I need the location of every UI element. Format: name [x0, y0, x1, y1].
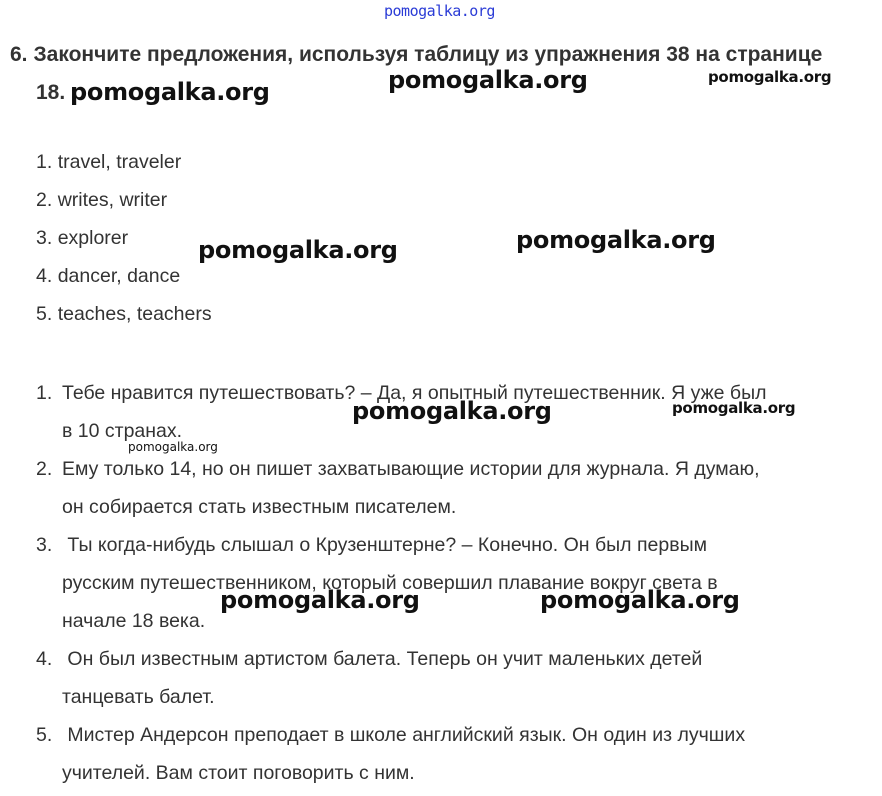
item-number: 2.	[36, 458, 53, 480]
watermark: pomogalka.org	[70, 78, 270, 106]
watermark: pomogalka.org	[516, 226, 716, 254]
item-line2: танцевать балет.	[62, 686, 215, 708]
exercise-number: 6.	[10, 43, 28, 66]
list-item	[36, 716, 866, 792]
list-item	[36, 186, 212, 224]
item-number: 4.	[36, 265, 53, 287]
item-line2: в 10 странах.	[62, 420, 183, 442]
item-line2: он собирается стать известным писателем.	[62, 496, 457, 518]
item-number: 1.	[36, 382, 53, 404]
watermark: pomogalka.org	[672, 399, 796, 417]
item-line1: Мистер Андерсон преподает в школе английский язык. Он один из лучших	[62, 724, 746, 746]
answers-list	[36, 148, 212, 338]
list-item	[36, 526, 866, 640]
list-item	[36, 224, 212, 262]
watermark: pomogalka.org	[128, 440, 218, 454]
list-item	[36, 450, 866, 526]
item-line2: русским путешественником, который совершил плавание вокруг света в	[62, 572, 718, 594]
watermark: pomogalka.org	[198, 236, 398, 264]
item-number: 4.	[36, 648, 53, 670]
watermark-top: pomogalka.org	[384, 2, 495, 20]
item-text: travel, traveler	[57, 151, 182, 173]
translations-list	[36, 374, 866, 792]
item-number: 3.	[36, 227, 53, 249]
item-number: 5.	[36, 724, 53, 746]
item-line1: Он был известным артистом балета. Теперь он учит маленьких детей	[62, 648, 703, 670]
item-number: 2.	[36, 189, 53, 211]
watermark: pomogalka.org	[388, 66, 588, 94]
item-number: 3.	[36, 534, 53, 556]
watermark: pomogalka.org	[708, 68, 832, 86]
list-item	[36, 300, 212, 338]
exercise-title-line2: 18.	[36, 81, 66, 104]
watermark: pomogalka.org	[540, 586, 740, 614]
list-item	[36, 148, 212, 186]
list-item	[36, 640, 866, 716]
watermark: pomogalka.org	[352, 397, 552, 425]
item-line1: Ты когда-нибудь слышал о Крузенштерне? – Конечно. Он был первым	[62, 534, 708, 556]
item-text: dancer, dance	[57, 265, 181, 287]
watermark: pomogalka.org	[220, 586, 420, 614]
item-text: writes, writer	[57, 189, 168, 211]
list-item	[36, 262, 212, 300]
item-line3: начале 18 века.	[62, 610, 206, 632]
item-line2: учителей. Вам стоит поговорить с ним.	[62, 762, 415, 784]
item-line1: Ему только 14, но он пишет захватывающие истории для журнала. Я думаю,	[62, 458, 760, 480]
exercise-title-line1: Закончите предложения, используя таблицу из упражнения 38 на странице	[33, 43, 823, 66]
item-number: 5.	[36, 303, 53, 325]
item-text: explorer	[57, 227, 129, 249]
item-text: teaches, teachers	[57, 303, 212, 325]
item-number: 1.	[36, 151, 53, 173]
item-line1: Тебе нравится путешествовать? – Да, я опытный путешественник. Я уже был	[62, 382, 767, 404]
